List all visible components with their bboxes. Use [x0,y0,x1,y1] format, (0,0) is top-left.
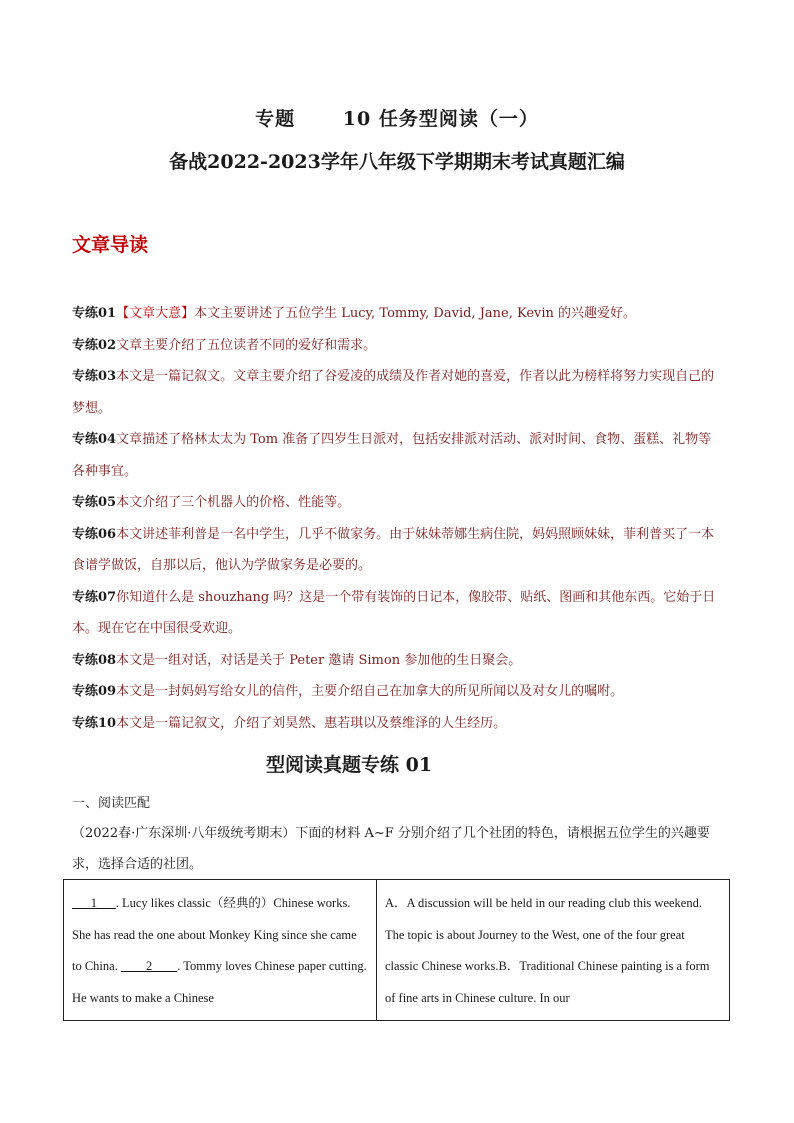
document-title [0,104,794,131]
answer-blank-1[interactable]: ___1___ [72,896,116,910]
intro-text: 本文主要讲述了五位学生 Lucy, Tommy, David, Jane, Kevin 的兴趣爱好。 [194,306,637,321]
intro-label: 专练07 [72,589,117,605]
intro-text: 本文是一组对话，对话是关于 Peter 邀请 Simon 参加他的生日聚会。 [116,652,522,668]
intro-text: 本文是一篇记叙文，介绍了刘昊然、惠若琪以及蔡维泽的人生经历。 [116,715,507,731]
intro-text: 本文讲述菲利普是一名中学生，几乎不做家务。由于妹妹蒂娜生病住院，妈妈照顾妹妹，菲利普买了一本食谱学做饭，自那以后，他认为学做家务是必要的。 [72,526,715,573]
intro-text: 文章主要介绍了五位读者不同的爱好和需求。 [116,337,377,353]
intro-label: 专练09 [72,684,117,699]
student-needs-cell [64,880,377,1021]
intro-item [72,582,724,645]
student-text-2: . Tommy loves Chinese paper cutting. He wants to make a Chinese [72,959,367,1005]
intro-item [72,645,724,677]
intro-label: 专练05 [72,495,117,510]
table-row [64,880,730,1021]
intro-list [72,298,724,739]
document-subtitle: 备战2022-2023学年八年级下学期期末考试真题汇编 [169,151,625,173]
part-label: 一、阅读匹配 [72,796,151,811]
intro-tag: 【文章大意】 [116,306,195,321]
title-prefix: 专题 [255,108,296,130]
intro-label: 专练04 [72,432,117,447]
instruction-text: （2022春·广东深圳·八年级统考期末）下面的材料 A~F 分别介绍了几个社团的特色，请根据五位学生的兴趣要求，选择合适的社团。 [72,826,710,872]
intro-item [72,298,724,330]
intro-item [72,424,724,487]
intro-label: 专练02 [72,337,117,353]
intro-item [72,708,724,740]
title-topic: 10 任务型阅读（一） [342,108,539,130]
intro-label: 专练03 [72,369,117,384]
intro-item [72,361,724,424]
intro-text: 本文是一篇记叙文。文章主要介绍了谷爱凌的成绩及作者对她的喜爱，作者以此为榜样将努力实现自己的梦想。 [72,369,715,416]
drill-title: 型阅读真题专练 01 [266,754,433,776]
section-heading: 文章导读 [72,234,149,256]
intro-item [72,487,724,519]
matching-table [63,879,730,1021]
intro-label: 专练01 [72,306,117,321]
intro-text: 本文介绍了三个机器人的价格、性能等。 [116,495,351,510]
intro-label: 专练10 [72,715,117,731]
intro-item [72,676,724,708]
intro-label: 专练08 [72,652,117,668]
intro-item [72,330,724,362]
intro-text: 文章描述了格林太太为 Tom 准备了四岁生日派对，包括安排派对活动、派对时间、食物、蛋糕、礼物等各种事宜。 [72,432,712,479]
intro-label: 专练06 [72,526,117,542]
intro-text: 你知道什么是 shouzhang 吗？这是一个带有装饰的日记本，像胶带、贴纸、图画和其他东西。它始于日本。现在它在中国很受欢迎。 [72,589,716,636]
club-options-cell: A．A discussion will be held in our reading club this weekend. The topic is about Journey to the West, one of the four great classic Chinese works.B．Traditional Chinese painting is a form of fine arts in Chinese culture. In our [377,880,730,1021]
intro-text: 本文是一封妈妈写给女儿的信件，主要介绍自己在加拿大的所见所闻以及对女儿的嘱咐。 [116,684,624,699]
student-text-1: . Lucy likes classic（经典的）Chinese works. She has read the one about Monkey King since she came to China. [72,896,357,973]
intro-item [72,519,724,582]
answer-blank-2[interactable]: ____2____ [120,959,178,973]
